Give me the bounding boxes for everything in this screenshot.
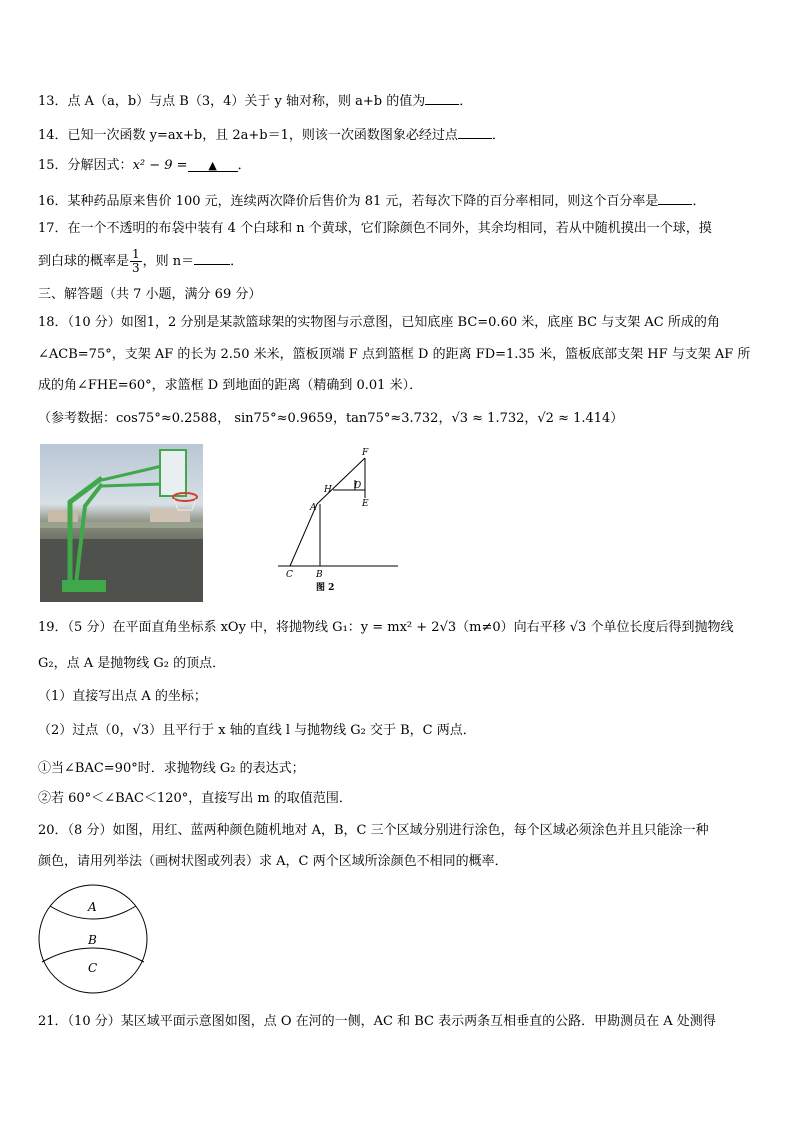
label-e: E [362,499,369,509]
reference-data: （参考数据：cos75°≈0.2588， sin75°≈0.9659，tan75°≈3.732，√3 ≈ 1.732，√2 ≈ 1.414） [38,411,624,426]
question-19-part-1: （1）直接写出点 A 的坐标； [38,689,207,704]
question-19-line-2: G₂，点 A 是抛物线 G₂ 的顶点． [38,656,226,671]
answer-blank [658,190,692,205]
question-text: 已知一次函数 y=ax+b，且 2a+b＝1，则该一次函数图象必经过点 [67,128,458,143]
question-number: 15． [38,158,68,173]
answer-blank [188,157,238,172]
question-text: （10 分）某区域平面示意图如图，点 O 在河的一侧，AC 和 BC 表示两条互相垂直的公路．甲勘测员在 A 处测得 [67,1014,716,1029]
figure-caption: 图 2 [316,583,335,593]
answer-blank [425,90,459,105]
question-20 [38,822,709,840]
label-b: B [316,570,323,580]
label-d: D [354,481,362,491]
answer-blank [194,250,230,265]
support-ac [290,504,317,566]
question-18-line-3: 成的角∠FHE=60°，求篮框 D 到地面的距离（精确到 0.01 米）． [38,378,423,393]
question-number: 18． [38,315,68,330]
question-15: 15．分解因式：x² − 9 = ▲ ． [38,158,251,173]
question-text: 某种药品原来售价 100 元，连续两次降价后售价为 81 元，若每次下降的百分率相同，则这个百分率是 [67,194,659,209]
question-number: 19． [38,620,68,635]
fraction: $\frac{1}{3}$ [132,247,140,275]
section-heading: 三、解答题（共 7 小题，满分 69 分） [38,287,262,302]
question-19-part-2: （2）过点（0，√3）且平行于 x 轴的直线 l 与抛物线 G₂ 交于 B，C 两点． [38,723,476,738]
lower-arc [42,948,144,962]
label-a: A [310,503,317,513]
question-19-part-2a: ①当∠BAC=90°时．求抛物线 G₂ 的表达式； [38,761,305,776]
question-16: 16．某种药品原来售价 100 元，连续两次降价后售价为 81 元，若每次下降的百分率相同，则这个百分率是 ． [38,190,705,211]
question-17 [38,220,712,238]
question-number: 21． [38,1014,68,1029]
question-number: 14． [38,128,68,143]
basketball-stand-photo [40,444,203,602]
basketball-stand-illustration [40,444,203,602]
question-18-line-2: ∠ACB=75°，支架 AF 的长为 2.50 米米，篮板顶端 F 点到篮框 D 的距离 FD=1.35 米，篮板底部支架 HF 与支架 AF 所 [38,347,751,362]
region-circle-diagram [36,884,152,996]
question-text: 点 A（a，b）与点 B（3，4）关于 y 轴对称，则 a+b 的值为 [67,94,426,109]
label-h: H [324,485,332,495]
question-17-line-2: 到白球的概率是 $\frac{1}{3}$ ，则 n＝ ． [38,247,244,275]
question-text: （8 分）如图，用红、蓝两种颜色随机地对 A，B，C 三个区域分别进行涂色，每个区域必须涂色并且只能涂一种 [67,823,709,838]
question-13: 13．点 A（a，b）与点 B（3，4）关于 y 轴对称，则 a+b 的值为 ． [38,90,472,111]
question-19 [38,619,733,637]
question-text: 在一个不透明的布袋中装有 4 个白球和 n 个黄球，它们除颜色不同外，其余均相同，若从中随机摸出一个球，摸 [67,221,712,236]
math-expression: x² − 9 = [132,158,188,173]
question-text: （10 分）如图1，2 分别是某款篮球架的实物图与示意图，已知底座 BC=0.60 米，底座 BC 与支架 AC 所成的角 [67,315,720,330]
question-number: 13． [38,94,68,109]
region-c-label: C [88,961,98,975]
question-19-part-2b: ②若 60°＜∠BAC＜120°，直接写出 m 的取值范围． [38,791,352,806]
question-text: （5 分）在平面直角坐标系 xOy 中，将抛物线 G₁：y = mx² + 2√3（m≠0）向右平移 √3 个单位长度后得到抛物线 [67,620,734,635]
question-number: 20． [38,823,68,838]
basketball-stand-diagram [270,440,410,595]
region-a-label: A [88,900,97,914]
question-number: 17． [38,221,68,236]
label-c: C [286,570,293,580]
question-21 [38,1013,716,1031]
question-number: 16． [38,194,68,209]
question-14: 14．已知一次函数 y=ax+b，且 2a+b＝1，则该一次函数图象必经过点 ． [38,124,505,145]
question-18 [38,314,720,332]
triangle-mark-icon: ▲ [208,159,217,172]
question-20-line-2: 颜色，请用列举法（画树状图或列表）求 A，C 两个区域所涂颜色不相同的概率． [38,854,508,869]
answer-blank [458,124,492,139]
region-b-label: B [88,933,97,947]
label-f: F [362,448,369,458]
